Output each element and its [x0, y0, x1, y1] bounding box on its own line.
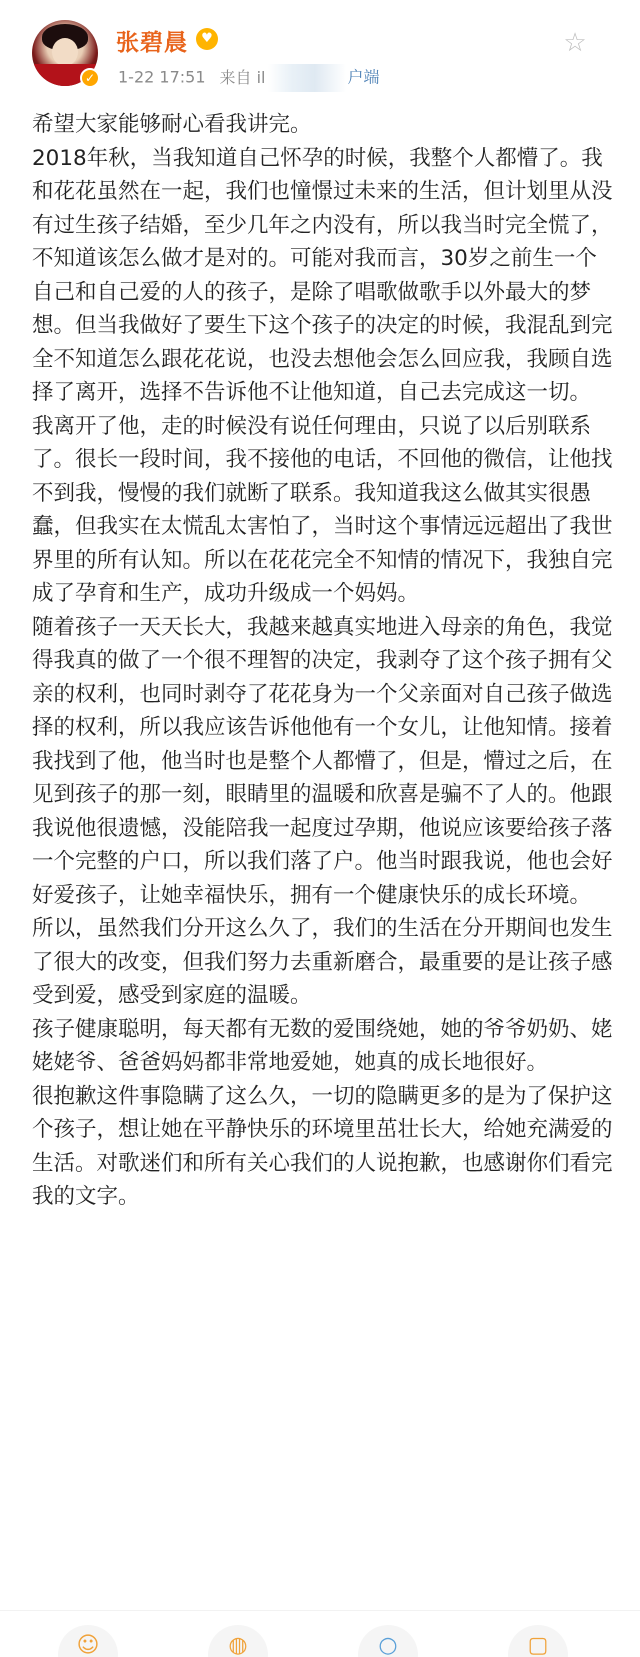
- search-button[interactable]: [358, 1625, 418, 1657]
- square-icon: ▢: [527, 1633, 549, 1657]
- emoji-button[interactable]: [58, 1625, 118, 1657]
- post-paragraph: 孩子健康聪明，每天都有无数的爱围绕她，她的爷爷奶奶、姥姥姥爷、爸爸妈妈都非常地爱她，她真的成长地很好。: [32, 1016, 613, 1075]
- post-source-prefix: 来自 il: [219, 67, 266, 87]
- post-paragraph: 所以，虽然我们分开这么久了，我们的生活在分开期间也发生了很大的改变，但我们努力去重新磨合，最重要的是让孩子感受到爱，感受到家庭的温暖。: [32, 916, 613, 1008]
- post-body: [32, 108, 617, 1214]
- post-timestamp: 1-22 17:51: [118, 67, 206, 87]
- post-paragraph: 随着孩子一天天长大，我越来越真实地进入母亲的角色，我觉得我真的做了一个很不理智的决定，我剥夺了这个孩子拥有父亲的权利，也同时剥夺了花花身为一个父亲面对自己孩子做选择的权利，所以我应该告诉他他有一个女儿，让他知情。接着我找到了他，他当时也是整个人都懵了，但是，懵过之后，在见到孩子的那一刻，眼睛里的温暖和欣喜是骗不了人的。他跟我说他很遗憾，没能陪我一起度过孕期，他说应该要给孩子落一个完整的户口，所以我们落了户。他当时跟我说，他也会好好爱孩子，让她幸福快乐，拥有一个健康快乐的成长环境。: [32, 614, 613, 908]
- post-paragraph: 希望大家能够耐心看我讲完。: [32, 112, 312, 137]
- post-paragraph: 很抱歉这件事隐瞒了这么久，一切的隐瞒更多的是为了保护这个孩子，想让她在平静快乐的环境里茁壮长大，给她充满爱的生活。对歌迷们和所有关心我们的人说抱歉，也感谢你们看完我的文字。: [32, 1083, 613, 1209]
- post-header: [0, 0, 640, 110]
- post-paragraph: 我离开了他，走的时候没有说任何理由，只说了以后别联系了。很长一段时间，我不接他的电话，不回他的微信，让他找不到我，慢慢的我们就断了联系。我知道我这么做其实很愚蠢，但我实在太慌乱太害怕了，当时这个事情远远超出了我世界里的所有认知。所以在花花完全不知情的情况下，我独自完成了孕育和生产，成功升级成一个妈妈。: [32, 413, 613, 606]
- square-button[interactable]: [508, 1625, 568, 1657]
- post-paragraph: 2018年秋，当我知道自己怀孕的时候，我整个人都懵了。我和花花虽然在一起，我们也憧憬过未来的生活，但计划里从没有过生孩子结婚，至少几年之内没有，所以我当时完全慌了，不知道该怎么做才是对的。可能对我而言，30岁之前生一个自己和自己爱的人的孩子，是除了唱歌做歌手以外最大的梦想。但当我做好了要生下这个孩子的决定的时候，我混乱到完全不知道怎么跟花花说，也没去想他会怎么回应我，我顾自选择了离开，选择不告诉他不让他知道，自己去完成这一切。: [32, 145, 613, 405]
- verified-badge-icon: ✓: [80, 68, 100, 88]
- star-icon[interactable]: ☆: [563, 28, 587, 58]
- author-name[interactable]: 张碧晨: [116, 30, 188, 56]
- post-meta: [118, 64, 380, 92]
- emoji-icon: ☺: [76, 1633, 100, 1657]
- vip-heart-icon[interactable]: ♥: [196, 28, 218, 50]
- globe-icon: ◍: [228, 1633, 248, 1657]
- bottom-action-bar: [0, 1610, 640, 1657]
- post-source-suffix[interactable]: 户端: [347, 67, 380, 87]
- search-icon: ○: [378, 1633, 398, 1657]
- globe-button[interactable]: [208, 1625, 268, 1657]
- redacted-source: [268, 64, 346, 92]
